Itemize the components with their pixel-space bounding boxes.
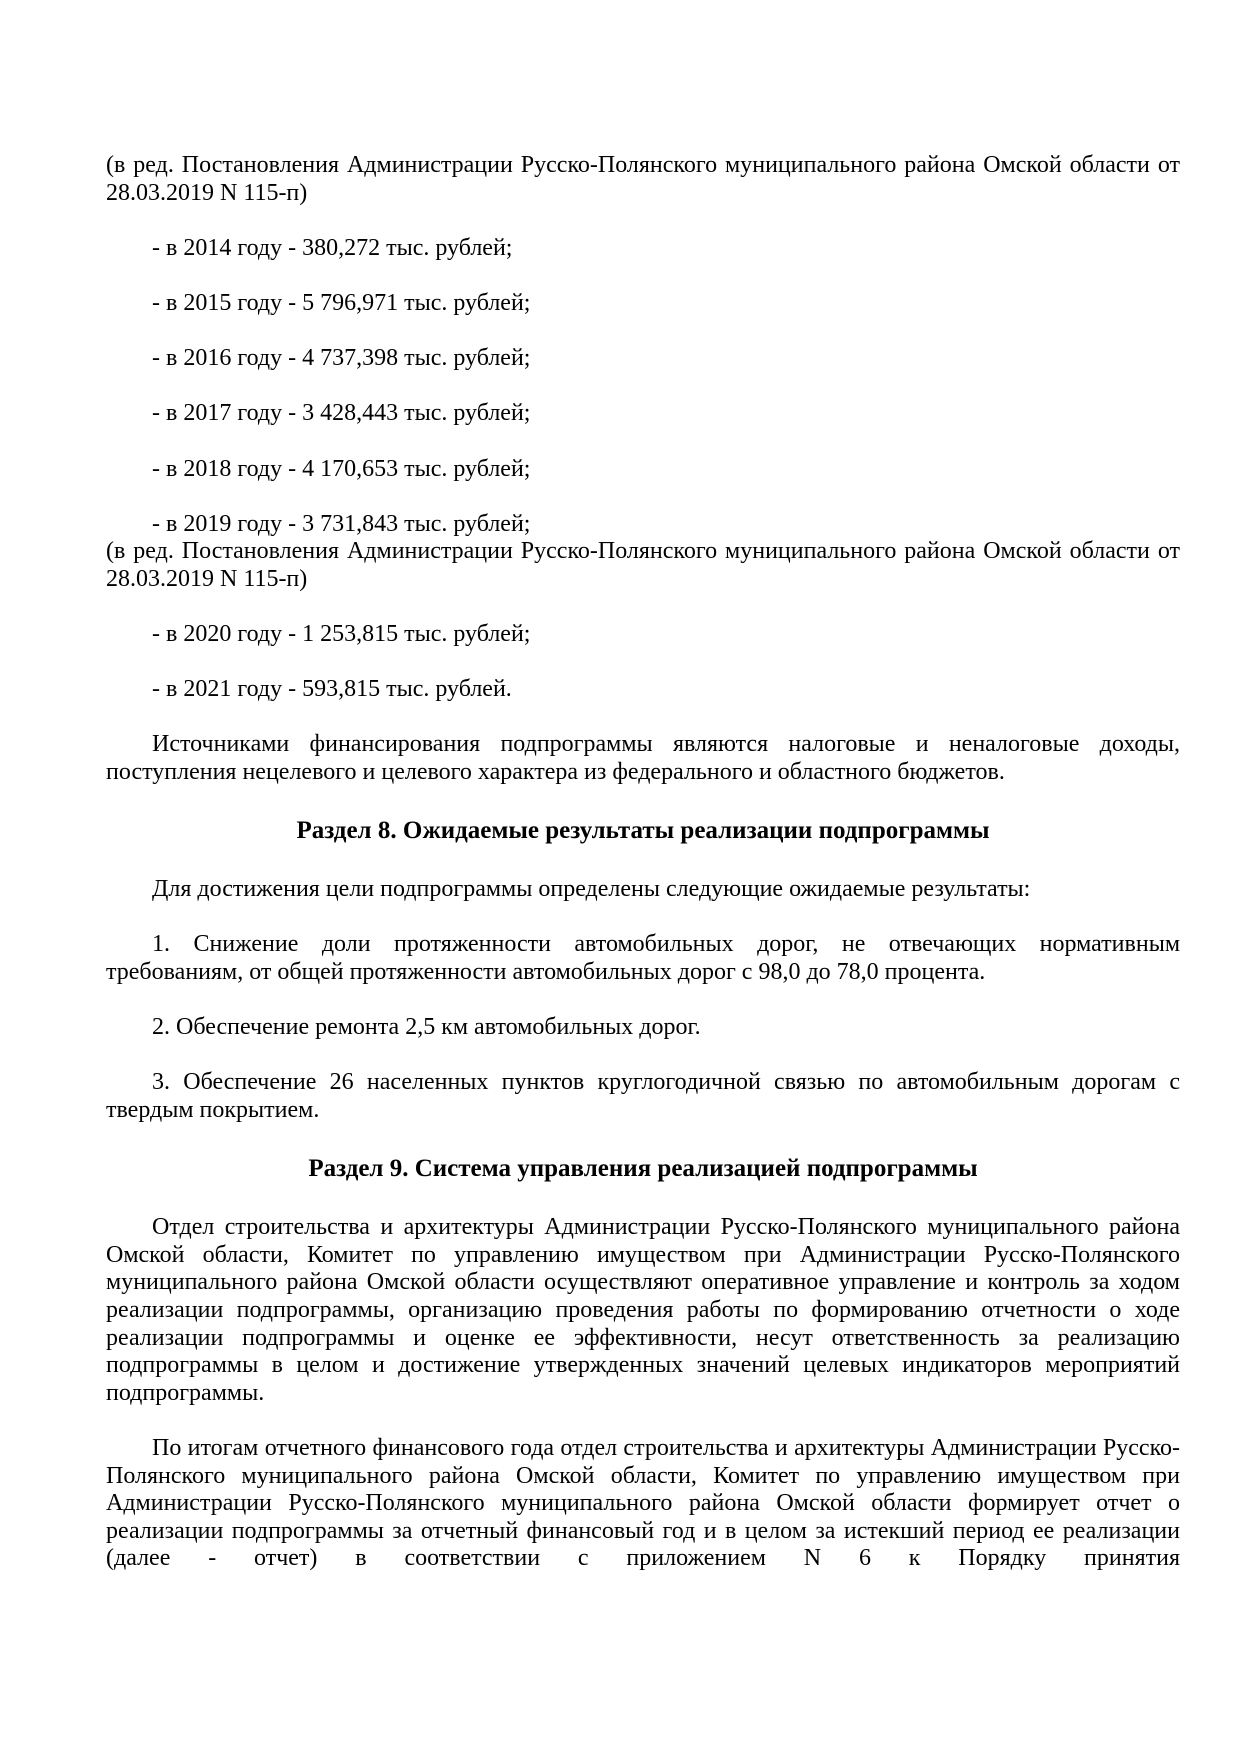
funding-item-2017: - в 2017 году - 3 428,443 тыс. рублей; — [152, 400, 531, 427]
section-9-heading: Раздел 9. Система управления реализацией подпрограммы — [308, 1154, 978, 1182]
amendment-note: (в ред. Постановления Администрации Русско-Полянского муниципального района Омской области от 28.03.2019 N 115-п) — [106, 152, 1180, 206]
expected-result-3: 3. Обеспечение 26 населенных пунктов круглогодичной связью по автомобильным дорогам с твердым покрытием. — [106, 1069, 1180, 1123]
funding-sources-paragraph: Источниками финансирования подпрограммы являются налоговые и неналоговые доходы, поступления нецелевого и целевого характера из федерального и областного бюджетов. — [106, 731, 1180, 786]
section-8-heading: Раздел 8. Ожидаемые результаты реализации подпрограммы — [296, 816, 990, 844]
funding-item-2019: - в 2019 году - 3 731,843 тыс. рублей; — [152, 510, 531, 537]
funding-item-2014: - в 2014 году - 380,272 тыс. рублей; — [152, 234, 513, 261]
funding-item-2015: - в 2015 году - 5 796,971 тыс. рублей; — [152, 289, 531, 316]
management-paragraph-2: По итогам отчетного финансового года отдел строительства и архитектуры Администрации Русско-Полянского муниципального района Омской области, Комитет по управлению имуществом при Администрации Русско-Полянского муниципального района Омской области формирует отчет о реализации подпрограммы за отчетный финансовый год и в целом за истекший период ее реализации (далее - отчет) в соответствии с приложением N 6 к Порядку принятия — [106, 1434, 1180, 1572]
management-paragraph-1: Отдел строительства и архитектуры Администрации Русско-Полянского муниципального района Омской области, Комитет по управлению имуществом при Администрации Русско-Полянского муниципального района Омской области осуществляют оперативное управление и контроль за ходом реализации подпрограммы, организацию проведения работы по формированию отчетности о ходе реализации подпрограммы и оценке ее эффективности, несут ответственность за реализацию подпрограммы в целом и достижение утвержденных значений целевых индикаторов мероприятий подпрограммы. — [106, 1214, 1180, 1406]
expected-result-1: 1. Снижение доли протяженности автомобильных дорог, не отвечающих нормативным требованиям, от общей протяженности автомобильных дорог с 98,0 до 78,0 процента. — [106, 931, 1180, 986]
expected-result-2: 2. Обеспечение ремонта 2,5 км автомобильных дорог. — [152, 1014, 701, 1041]
funding-item-2018: - в 2018 году - 4 170,653 тыс. рублей; — [152, 455, 531, 482]
funding-item-2016: - в 2016 году - 4 737,398 тыс. рублей; — [152, 345, 531, 372]
section-8-intro: Для достижения цели подпрограммы определены следующие ожидаемые результаты: — [152, 876, 1031, 903]
funding-item-2020: - в 2020 году - 1 253,815 тыс. рублей; — [152, 621, 531, 648]
amendment-note-repeat: (в ред. Постановления Администрации Русско-Полянского муниципального района Омской области от 28.03.2019 N 115-п) — [106, 538, 1180, 592]
funding-item-2021: - в 2021 году - 593,815 тыс. рублей. — [152, 676, 512, 703]
